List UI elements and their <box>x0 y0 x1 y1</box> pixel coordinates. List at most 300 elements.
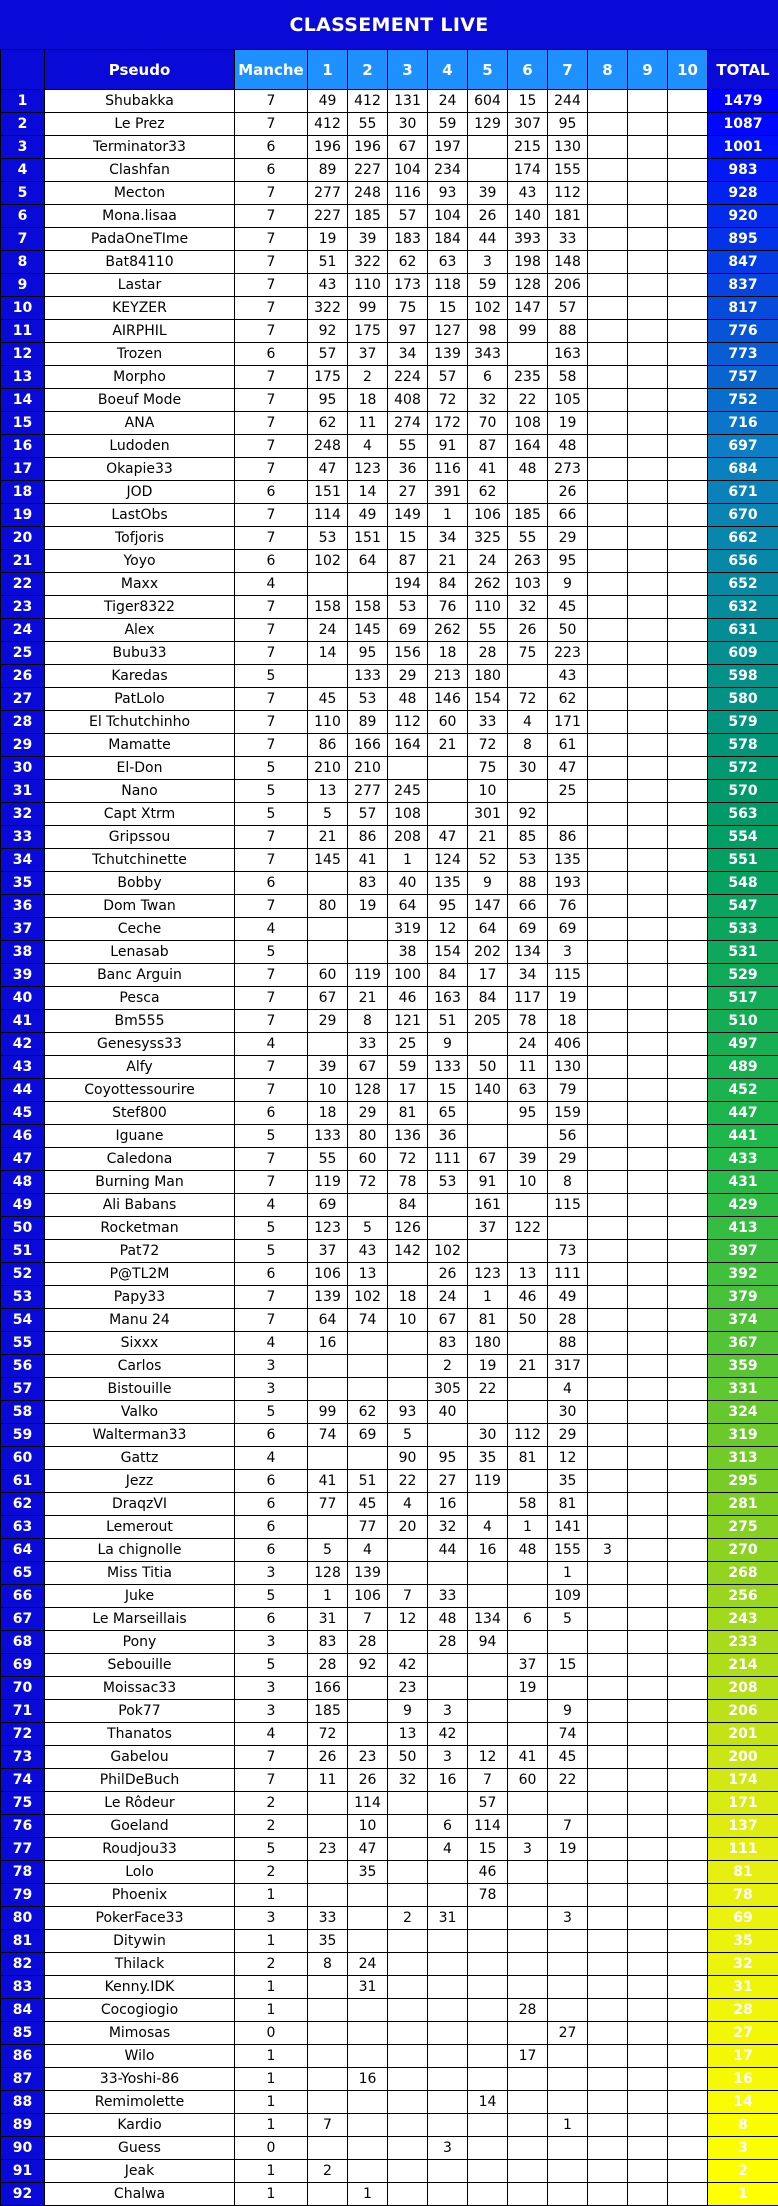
round-score-cell <box>628 2160 668 2183</box>
round-score-cell: 148 <box>548 251 588 274</box>
round-score-cell <box>348 1999 388 2022</box>
round-score-cell: 16 <box>348 2068 388 2091</box>
total-cell: 817 <box>708 297 778 320</box>
round-score-cell: 92 <box>308 320 348 343</box>
round-score-cell: 173 <box>388 274 428 297</box>
table-row <box>1 1930 778 1953</box>
round-score-cell <box>348 2091 388 2114</box>
round-score-cell: 205 <box>468 1010 508 1033</box>
round-score-cell <box>428 1677 468 1700</box>
pseudo-cell: Mimosas <box>45 2022 235 2045</box>
round-header: 1 <box>308 50 348 90</box>
round-score-cell <box>668 504 708 527</box>
round-score-cell <box>308 872 348 895</box>
round-score-cell <box>628 964 668 987</box>
round-score-cell: 26 <box>428 1263 468 1286</box>
round-score-cell <box>308 2068 348 2091</box>
pseudo-cell: PokerFace33 <box>45 1907 235 1930</box>
table-row <box>1 757 778 780</box>
round-score-cell <box>628 1470 668 1493</box>
round-score-cell <box>308 1033 348 1056</box>
total-cell: 1479 <box>708 90 778 113</box>
round-score-cell: 1 <box>308 1585 348 1608</box>
round-score-cell <box>428 2183 468 2206</box>
round-score-cell: 604 <box>468 90 508 113</box>
rank-cell: 37 <box>1 918 45 941</box>
round-score-cell <box>628 1976 668 1999</box>
round-score-cell <box>628 343 668 366</box>
manche-cell: 7 <box>235 366 308 389</box>
round-score-cell <box>668 573 708 596</box>
round-score-cell <box>668 389 708 412</box>
round-score-cell <box>628 435 668 458</box>
round-score-cell <box>508 1930 548 1953</box>
round-score-cell: 8 <box>548 1171 588 1194</box>
round-score-cell: 406 <box>548 1033 588 1056</box>
pseudo-cell: Stef800 <box>45 1102 235 1125</box>
round-score-cell <box>468 159 508 182</box>
pseudo-cell: Clashfan <box>45 159 235 182</box>
total-cell: 359 <box>708 1355 778 1378</box>
round-score-cell <box>308 2022 348 2045</box>
round-score-cell <box>588 596 628 619</box>
rank-cell: 47 <box>1 1148 45 1171</box>
round-score-cell: 11 <box>348 412 388 435</box>
round-score-cell <box>668 297 708 320</box>
round-score-cell <box>668 1746 708 1769</box>
round-score-cell: 131 <box>388 90 428 113</box>
round-score-cell <box>588 1125 628 1148</box>
round-score-cell: 154 <box>428 941 468 964</box>
round-score-cell: 33 <box>308 1907 348 1930</box>
round-score-cell <box>588 113 628 136</box>
round-score-cell: 70 <box>468 412 508 435</box>
round-score-cell: 9 <box>548 573 588 596</box>
round-score-cell <box>428 1194 468 1217</box>
round-score-cell: 2 <box>428 1355 468 1378</box>
round-score-cell <box>588 366 628 389</box>
rank-cell: 15 <box>1 412 45 435</box>
round-score-cell <box>628 1585 668 1608</box>
pseudo-cell: DraqzVI <box>45 1493 235 1516</box>
total-cell: 174 <box>708 1769 778 1792</box>
total-cell: 367 <box>708 1332 778 1355</box>
manche-cell: 7 <box>235 228 308 251</box>
round-score-cell: 198 <box>508 251 548 274</box>
round-score-cell: 106 <box>468 504 508 527</box>
round-score-cell <box>668 343 708 366</box>
pseudo-cell: Maxx <box>45 573 235 596</box>
round-score-cell: 174 <box>508 159 548 182</box>
round-score-cell <box>668 826 708 849</box>
round-score-cell: 19 <box>508 1677 548 1700</box>
round-score-cell <box>308 2045 348 2068</box>
round-score-cell <box>388 1631 428 1654</box>
round-score-cell <box>668 1562 708 1585</box>
round-score-cell <box>668 481 708 504</box>
round-score-cell <box>588 1976 628 1999</box>
round-score-cell <box>668 1930 708 1953</box>
round-score-cell: 57 <box>388 205 428 228</box>
round-score-cell: 145 <box>308 849 348 872</box>
round-score-cell <box>668 1654 708 1677</box>
round-score-cell <box>388 1953 428 1976</box>
round-score-cell: 7 <box>348 1608 388 1631</box>
manche-cell: 7 <box>235 619 308 642</box>
table-row <box>1 1953 778 1976</box>
round-score-cell: 28 <box>348 1631 388 1654</box>
manche-cell: 7 <box>235 1010 308 1033</box>
rank-cell: 45 <box>1 1102 45 1125</box>
round-score-cell: 108 <box>388 803 428 826</box>
round-score-cell: 227 <box>348 159 388 182</box>
round-score-cell: 100 <box>388 964 428 987</box>
round-score-cell <box>628 619 668 642</box>
round-score-cell <box>668 228 708 251</box>
round-score-cell: 59 <box>468 274 508 297</box>
round-score-cell: 19 <box>548 987 588 1010</box>
round-score-cell: 145 <box>348 619 388 642</box>
page-title: CLASSEMENT LIVE <box>0 0 778 49</box>
round-score-cell: 95 <box>548 113 588 136</box>
total-cell: 2 <box>708 2160 778 2183</box>
round-score-cell: 105 <box>548 389 588 412</box>
total-cell: 928 <box>708 182 778 205</box>
round-score-cell: 12 <box>388 1608 428 1631</box>
pseudo-cell: Coyottessourire <box>45 1079 235 1102</box>
table-row <box>1 1286 778 1309</box>
round-score-cell: 47 <box>348 1838 388 1861</box>
total-cell: 31 <box>708 1976 778 1999</box>
manche-cell: 7 <box>235 297 308 320</box>
round-score-cell: 81 <box>388 1102 428 1125</box>
round-score-cell <box>588 1217 628 1240</box>
total-cell: 429 <box>708 1194 778 1217</box>
round-score-cell: 319 <box>388 918 428 941</box>
rank-cell: 79 <box>1 1884 45 1907</box>
total-cell: 533 <box>708 918 778 941</box>
round-score-cell: 47 <box>428 826 468 849</box>
pseudo-cell: Ditywin <box>45 1930 235 1953</box>
round-score-cell: 123 <box>348 458 388 481</box>
round-score-cell: 11 <box>508 1056 548 1079</box>
manche-header: Manche <box>235 50 308 90</box>
round-score-cell: 119 <box>468 1470 508 1493</box>
round-score-cell <box>508 481 548 504</box>
rank-cell: 59 <box>1 1424 45 1447</box>
manche-cell: 7 <box>235 734 308 757</box>
round-score-cell: 9 <box>468 872 508 895</box>
pseudo-cell: Lastar <box>45 274 235 297</box>
round-score-cell: 18 <box>308 1102 348 1125</box>
total-cell: 200 <box>708 1746 778 1769</box>
round-score-cell <box>468 1677 508 1700</box>
round-score-cell <box>628 113 668 136</box>
round-score-cell <box>468 1999 508 2022</box>
pseudo-cell: La chignolle <box>45 1539 235 1562</box>
round-score-cell: 72 <box>348 1171 388 1194</box>
total-cell: 983 <box>708 159 778 182</box>
rank-cell: 55 <box>1 1332 45 1355</box>
round-score-cell: 30 <box>548 1401 588 1424</box>
table-row <box>1 1792 778 1815</box>
round-score-cell <box>588 458 628 481</box>
manche-cell: 7 <box>235 688 308 711</box>
round-score-cell <box>628 2022 668 2045</box>
round-score-cell: 2 <box>388 1907 428 1930</box>
round-score-cell: 23 <box>308 1838 348 1861</box>
manche-cell: 6 <box>235 136 308 159</box>
round-score-cell: 90 <box>388 1447 428 1470</box>
pseudo-cell: Jezz <box>45 1470 235 1493</box>
round-score-cell: 58 <box>508 1493 548 1516</box>
round-score-cell: 163 <box>428 987 468 1010</box>
round-score-cell: 60 <box>508 1769 548 1792</box>
round-score-cell: 248 <box>348 182 388 205</box>
round-score-cell: 43 <box>308 274 348 297</box>
round-score-cell <box>428 1953 468 1976</box>
pseudo-cell: Walterman33 <box>45 1424 235 1447</box>
round-score-cell <box>668 1677 708 1700</box>
round-score-cell: 277 <box>308 182 348 205</box>
round-score-cell <box>628 665 668 688</box>
round-score-cell: 80 <box>348 1125 388 1148</box>
round-score-cell <box>468 1125 508 1148</box>
table-row <box>1 1907 778 1930</box>
round-score-cell <box>468 2160 508 2183</box>
total-cell: 531 <box>708 941 778 964</box>
round-score-cell <box>668 274 708 297</box>
manche-cell: 7 <box>235 251 308 274</box>
manche-cell: 1 <box>235 1976 308 1999</box>
round-score-cell <box>508 343 548 366</box>
total-cell: 670 <box>708 504 778 527</box>
round-score-cell <box>668 1447 708 1470</box>
round-score-cell: 64 <box>388 895 428 918</box>
total-cell: 716 <box>708 412 778 435</box>
round-score-cell: 129 <box>468 113 508 136</box>
round-score-cell: 19 <box>308 228 348 251</box>
total-cell: 319 <box>708 1424 778 1447</box>
round-score-cell: 1 <box>508 1516 548 1539</box>
round-score-cell: 210 <box>308 757 348 780</box>
round-header: 4 <box>428 50 468 90</box>
total-cell: 313 <box>708 1447 778 1470</box>
round-score-cell <box>588 297 628 320</box>
round-score-cell: 10 <box>388 1309 428 1332</box>
total-cell: 551 <box>708 849 778 872</box>
round-score-cell <box>308 1447 348 1470</box>
total-cell: 268 <box>708 1562 778 1585</box>
round-score-cell <box>308 1355 348 1378</box>
rank-cell: 13 <box>1 366 45 389</box>
pseudo-cell: Ali Babans <box>45 1194 235 1217</box>
round-score-cell: 17 <box>388 1079 428 1102</box>
round-score-cell: 21 <box>348 987 388 1010</box>
round-score-cell <box>588 964 628 987</box>
rank-cell: 40 <box>1 987 45 1010</box>
pseudo-cell: Carlos <box>45 1355 235 1378</box>
round-score-cell: 3 <box>428 1700 468 1723</box>
table-row <box>1 1401 778 1424</box>
round-score-cell <box>588 412 628 435</box>
round-score-cell: 28 <box>548 1309 588 1332</box>
round-score-cell <box>668 872 708 895</box>
round-score-cell: 18 <box>428 642 468 665</box>
manche-cell: 5 <box>235 665 308 688</box>
table-row <box>1 90 778 113</box>
rank-cell: 65 <box>1 1562 45 1585</box>
table-row <box>1 619 778 642</box>
manche-cell: 4 <box>235 1033 308 1056</box>
round-score-cell: 29 <box>548 1148 588 1171</box>
round-score-cell <box>548 1217 588 1240</box>
round-score-cell <box>428 780 468 803</box>
round-score-cell <box>668 2114 708 2137</box>
round-score-cell: 21 <box>428 734 468 757</box>
round-score-cell <box>628 527 668 550</box>
round-score-cell <box>668 1838 708 1861</box>
total-cell: 662 <box>708 527 778 550</box>
total-cell: 489 <box>708 1056 778 1079</box>
pseudo-cell: Rocketman <box>45 1217 235 1240</box>
round-score-cell <box>668 1309 708 1332</box>
rank-cell: 23 <box>1 596 45 619</box>
round-score-cell <box>588 849 628 872</box>
round-score-cell <box>508 1125 548 1148</box>
table-row <box>1 136 778 159</box>
total-cell: 452 <box>708 1079 778 1102</box>
table-row <box>1 1493 778 1516</box>
total-cell: 324 <box>708 1401 778 1424</box>
round-score-cell <box>628 1378 668 1401</box>
total-cell: 14 <box>708 2091 778 2114</box>
round-score-cell <box>668 2022 708 2045</box>
round-score-cell <box>308 1861 348 1884</box>
round-score-cell: 69 <box>348 1424 388 1447</box>
pseudo-cell: Morpho <box>45 366 235 389</box>
table-header-row <box>1 50 778 90</box>
round-score-cell: 72 <box>468 734 508 757</box>
manche-cell: 0 <box>235 2022 308 2045</box>
round-score-cell: 34 <box>508 964 548 987</box>
pseudo-cell: Gripssou <box>45 826 235 849</box>
total-cell: 17 <box>708 2045 778 2068</box>
pseudo-cell: Pok77 <box>45 1700 235 1723</box>
round-score-cell <box>348 1677 388 1700</box>
round-score-cell <box>588 1148 628 1171</box>
round-score-cell: 208 <box>388 826 428 849</box>
round-score-cell: 134 <box>508 941 548 964</box>
round-score-cell: 95 <box>428 1447 468 1470</box>
rank-cell: 7 <box>1 228 45 251</box>
total-cell: 201 <box>708 1723 778 1746</box>
round-score-cell <box>628 1746 668 1769</box>
round-score-cell <box>308 573 348 596</box>
round-score-cell: 24 <box>428 1286 468 1309</box>
round-score-cell <box>588 941 628 964</box>
round-score-cell: 30 <box>388 113 428 136</box>
round-score-cell <box>668 1148 708 1171</box>
round-score-cell: 64 <box>468 918 508 941</box>
round-score-cell <box>468 1240 508 1263</box>
round-score-cell: 4 <box>428 1838 468 1861</box>
round-score-cell <box>628 504 668 527</box>
round-score-cell <box>628 90 668 113</box>
round-score-cell <box>588 619 628 642</box>
round-score-cell: 21 <box>508 1355 548 1378</box>
round-score-cell: 53 <box>308 527 348 550</box>
rank-cell: 46 <box>1 1125 45 1148</box>
round-score-cell <box>628 1171 668 1194</box>
total-cell: 563 <box>708 803 778 826</box>
total-cell: 111 <box>708 1838 778 1861</box>
round-score-cell <box>588 1102 628 1125</box>
round-score-cell: 15 <box>548 1654 588 1677</box>
round-score-cell <box>388 2114 428 2137</box>
total-cell: 752 <box>708 389 778 412</box>
round-score-cell <box>508 1792 548 1815</box>
round-score-cell: 223 <box>548 642 588 665</box>
round-score-cell: 184 <box>428 228 468 251</box>
round-score-cell: 234 <box>428 159 468 182</box>
round-score-cell: 35 <box>548 1470 588 1493</box>
round-score-cell: 121 <box>388 1010 428 1033</box>
round-score-cell <box>668 1263 708 1286</box>
round-score-cell <box>468 136 508 159</box>
round-score-cell: 46 <box>508 1286 548 1309</box>
round-score-cell: 322 <box>348 251 388 274</box>
table-row <box>1 2160 778 2183</box>
round-score-cell <box>628 1999 668 2022</box>
manche-cell: 5 <box>235 1585 308 1608</box>
pseudo-cell: Le Prez <box>45 113 235 136</box>
table-row <box>1 2068 778 2091</box>
round-score-cell: 16 <box>428 1493 468 1516</box>
round-score-cell <box>588 1378 628 1401</box>
table-row <box>1 1355 778 1378</box>
round-score-cell: 183 <box>388 228 428 251</box>
round-score-cell: 55 <box>508 527 548 550</box>
round-score-cell: 69 <box>388 619 428 642</box>
round-score-cell: 277 <box>348 780 388 803</box>
table-row <box>1 1148 778 1171</box>
table-row <box>1 1056 778 1079</box>
table-row <box>1 1263 778 1286</box>
round-score-cell: 27 <box>388 481 428 504</box>
round-score-cell: 60 <box>308 964 348 987</box>
pseudo-cell: Cocogiogio <box>45 1999 235 2022</box>
round-score-cell: 83 <box>348 872 388 895</box>
manche-cell: 7 <box>235 435 308 458</box>
round-score-cell <box>668 90 708 113</box>
pseudo-cell: Tofjoris <box>45 527 235 550</box>
round-score-cell <box>668 1194 708 1217</box>
round-score-cell: 84 <box>468 987 508 1010</box>
round-score-cell: 19 <box>348 895 388 918</box>
round-score-cell: 151 <box>308 481 348 504</box>
manche-cell: 6 <box>235 159 308 182</box>
round-score-cell: 114 <box>348 1792 388 1815</box>
table-row <box>1 1976 778 1999</box>
table-row <box>1 1424 778 1447</box>
round-score-cell: 59 <box>428 113 468 136</box>
table-row <box>1 1562 778 1585</box>
total-cell: 441 <box>708 1125 778 1148</box>
round-score-cell: 16 <box>468 1539 508 1562</box>
round-score-cell <box>468 1654 508 1677</box>
manche-cell: 7 <box>235 90 308 113</box>
